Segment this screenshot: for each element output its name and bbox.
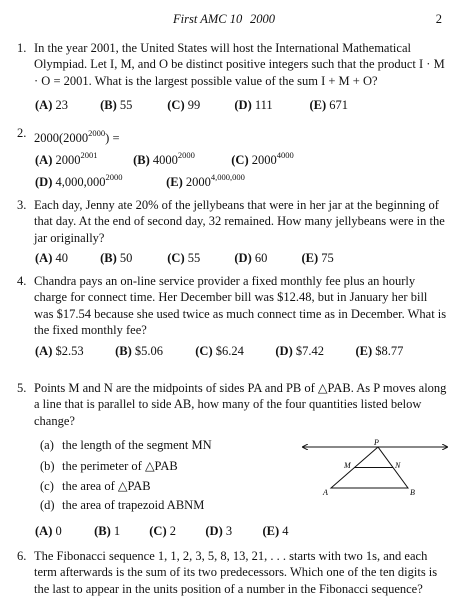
- answer-choices-4: [35, 344, 403, 359]
- choice-a: (A) $2000^{2001}$: [35, 150, 98, 167]
- choice-a: (A) 0: [35, 524, 62, 538]
- triangle-figure: [300, 436, 450, 502]
- choice-e: (E) 671: [309, 98, 349, 112]
- page-header: [0, 12, 460, 28]
- label-b: B: [410, 488, 415, 497]
- answer-choices-2a: [35, 150, 294, 168]
- choice-d: (D) 3: [205, 524, 233, 538]
- problem-text: Points M and N are the midpoints of sides PA and PB of △PAB. As P moves along a line that is parallel to side AB, how many of the four quantities listed below change?: [34, 381, 447, 428]
- page-number: 2: [435, 12, 442, 26]
- problem-6: [17, 548, 447, 597]
- answer-choices-5: [35, 524, 289, 539]
- choice-a: (A) 23: [35, 98, 68, 112]
- problem-4: [17, 273, 447, 338]
- problem-text: Each day, Jenny ate 20% of the jellybeans that were in her jar at the beginning of that day. At the end of second day, 32 remained. How many jellybeans were in the jar originally?: [34, 198, 445, 245]
- problem-number: 3.: [17, 198, 27, 212]
- problem-3: [17, 197, 447, 246]
- problem-2: [17, 125, 447, 146]
- problem-text: The Fibonacci sequence 1, 1, 2, 3, 5, 8, 13, 21, . . . starts with two 1s, and each term afterwards is the sum of its two predecessors. Which one of the ten digits is the last to appear in the units position of a number in the Fibonacci sequence?: [34, 549, 438, 596]
- choice-d: (D) $7.42: [275, 344, 324, 358]
- problem-text: Chandra pays an on-line service provider a fixed monthly fee plus an hourly charge for connect time. Her December bill was $12.48, but in January her bill was $17.54 because she used twice as much connect time as in December. What is the fixed monthly fee?: [34, 274, 447, 337]
- answer-choices-1: [35, 98, 348, 113]
- answer-choices-3: [35, 251, 334, 266]
- problem-5: [17, 380, 447, 429]
- label-n: N: [395, 461, 401, 470]
- choice-e: (E) 4: [262, 524, 289, 538]
- choice-a: (A) $2.53: [35, 344, 84, 358]
- problem-text: $2000(2000^{2000})$ =: [34, 128, 120, 145]
- list-item: (c) the area of △PAB: [40, 479, 151, 493]
- choice-b: (B) 55: [100, 98, 133, 112]
- problem-number: 6.: [17, 549, 27, 563]
- problem-number: 2.: [17, 126, 27, 140]
- header-title: First AMC 10: [173, 12, 243, 26]
- choice-c: (C) $2000^{4000}$: [231, 150, 294, 167]
- choice-d: (D) 60: [234, 251, 268, 265]
- label-m: M: [344, 461, 351, 470]
- label-p: P: [374, 438, 379, 447]
- choice-d: (D) $4,000,000^{2000}$: [35, 172, 123, 189]
- label-a: A: [323, 488, 328, 497]
- choice-e: (E) 2000$^{4,000,000}$: [166, 172, 245, 189]
- problem-text: In the year 2001, the United States will host the International Mathematical Olympiad. Let I, M, and O be distinct positive integers such that the product I · M · O = 2001. What is the largest possible value of the sum I + M + O?: [34, 41, 445, 88]
- header-year: 2000: [250, 12, 275, 26]
- problem-number: 5.: [17, 381, 27, 395]
- choice-c: (C) 2: [149, 524, 176, 538]
- choice-b: (B) 50: [100, 251, 133, 265]
- choice-d: (D) 111: [234, 98, 273, 112]
- list-item: (b) the perimeter of △PAB: [40, 459, 178, 473]
- problem-number: 4.: [17, 274, 27, 288]
- choice-c: (C) $6.24: [195, 344, 244, 358]
- list-item: (a) the length of the segment MN: [40, 438, 212, 452]
- choice-b: (B) $5.06: [115, 344, 164, 358]
- choice-b: (B) $4000^{2000}$: [133, 150, 195, 167]
- choice-c: (C) 99: [167, 98, 201, 112]
- list-item: (d) the area of trapezoid ABNM: [40, 498, 205, 512]
- choice-b: (B) 1: [94, 524, 121, 538]
- problem-1: [17, 40, 447, 89]
- choice-e: (E) 75: [301, 251, 334, 265]
- choice-a: (A) 40: [35, 251, 68, 265]
- problem-number: 1.: [17, 41, 27, 55]
- answer-choices-2b: [35, 172, 245, 190]
- choice-e: (E) $8.77: [355, 344, 404, 358]
- choice-c: (C) 55: [167, 251, 201, 265]
